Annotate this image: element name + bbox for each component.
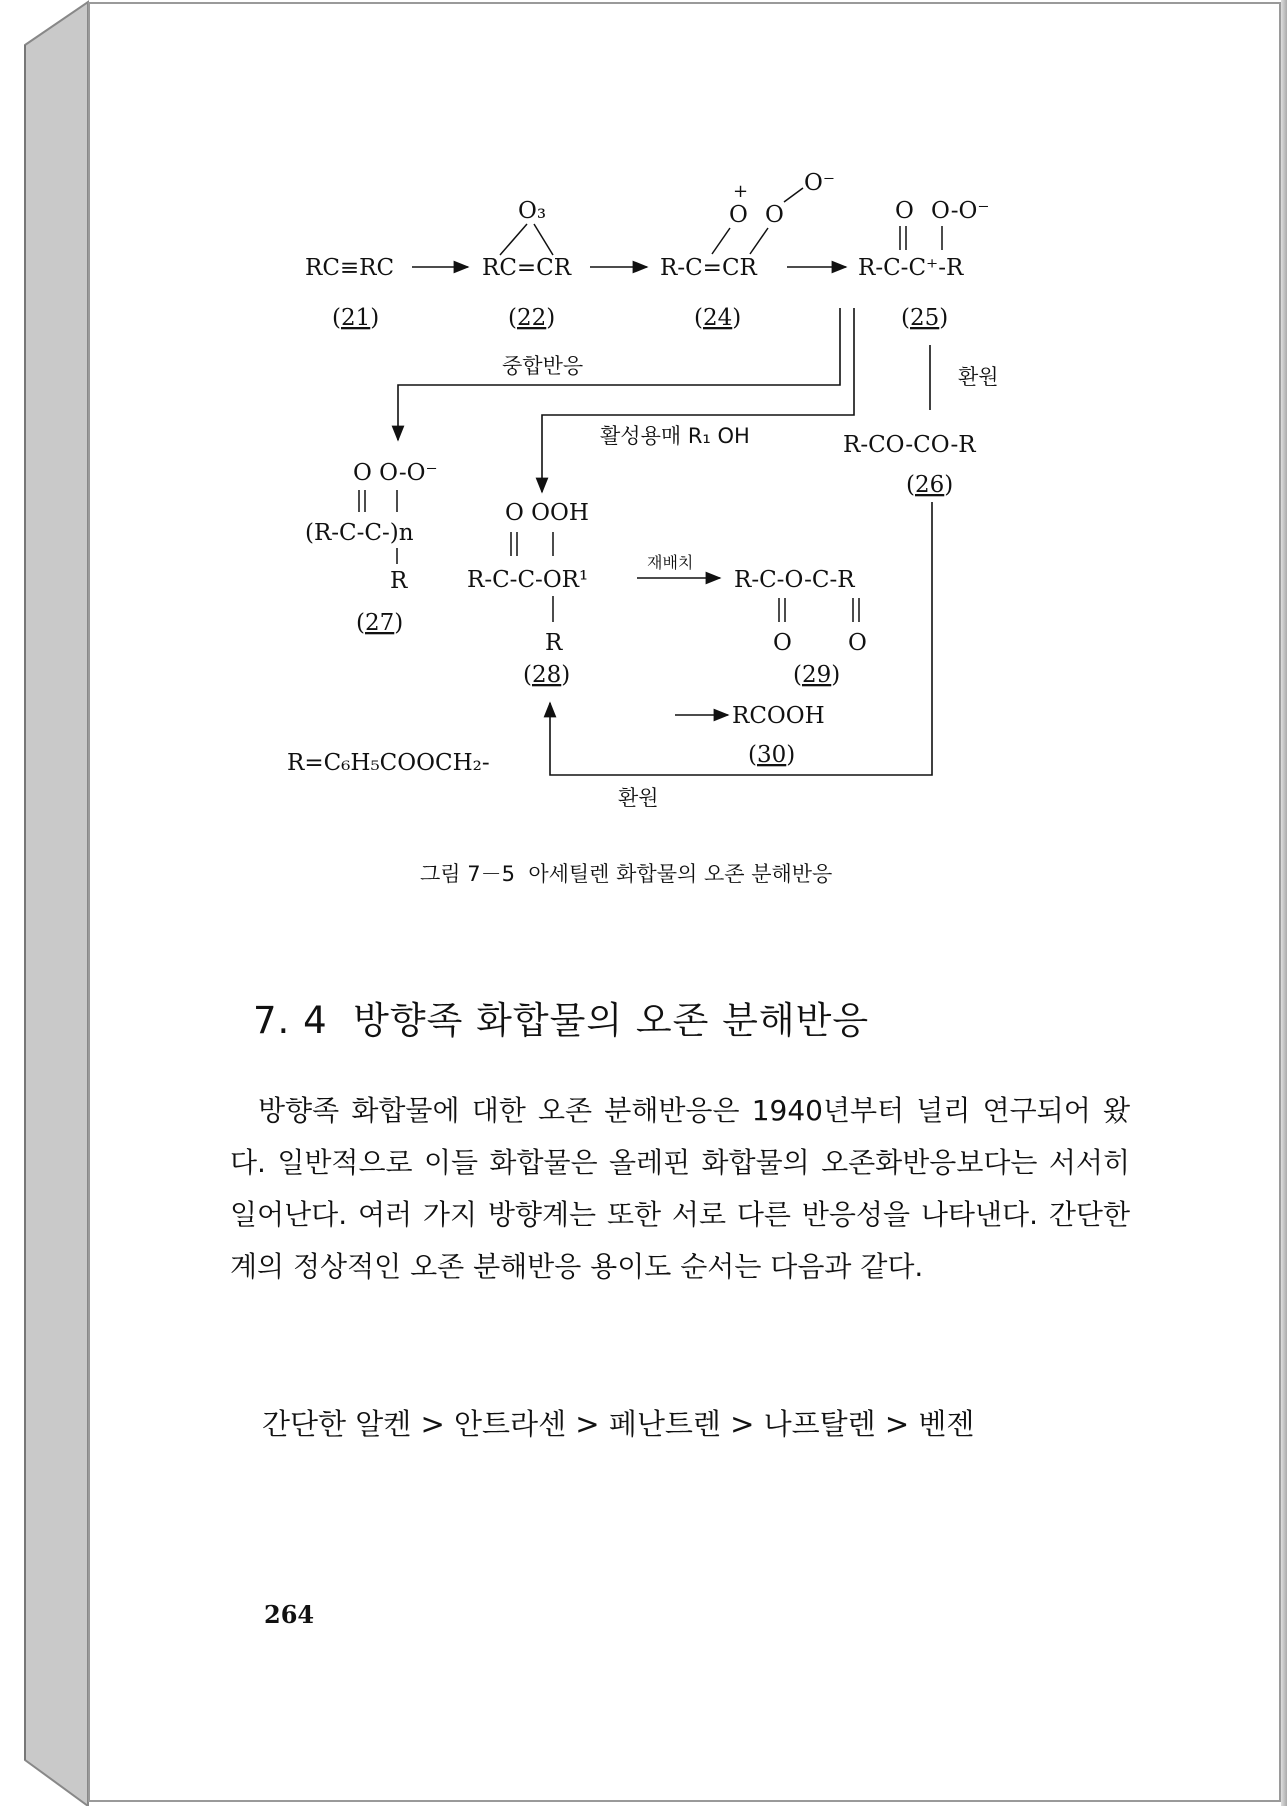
page-number: 264	[264, 1600, 315, 1629]
body-paragraph	[230, 1085, 1130, 1293]
label-reduction-bottom: 환원	[618, 786, 659, 810]
compound-21-label: (21)	[332, 305, 380, 331]
compound-25-label: (25)	[901, 305, 949, 331]
label-rearrangement: 재배치	[647, 553, 694, 572]
compound-27-label: (27)	[356, 610, 404, 636]
compound-29-o1: O	[773, 630, 792, 656]
compound-28-top: O OOH	[505, 500, 589, 526]
bond-24-right	[750, 228, 768, 254]
compound-21-formula: RC≡RC	[305, 255, 395, 281]
bond-22-right	[534, 224, 553, 255]
compound-22-label: (22)	[508, 305, 556, 331]
compound-22-formula: RC=CR	[482, 255, 572, 281]
compound-24-o2: O	[765, 202, 784, 228]
compound-27-formula: (R-C-C-)n	[305, 520, 414, 546]
body-paragraph-text: 방향족 화합물에 대한 오존 분해반응은 1940년부터 널리 연구되어 왔다. 일반적으로 이들 화합물은 올레핀 화합물의 오존화반응보다는 서서히 일어난다. 여러 가지 방향계는 또한 서로 다른 반응성을 나타낸다. 간단한 계의 정상적인 오존 분해반응 용이도 순서는 다음과 같다.	[230, 1094, 1130, 1283]
compound-24-label: (24)	[694, 305, 742, 331]
compound-22-ozone: O₃	[518, 198, 547, 224]
compound-30-label: (30)	[748, 742, 796, 768]
compound-28-formula: R-C-C-OR¹	[467, 567, 589, 593]
compound-26-formula: R-CO-CO-R	[843, 432, 976, 458]
reaction-diagram	[0, 0, 1287, 840]
compound-25-formula: R-C-C⁺-R	[858, 255, 964, 281]
arrow-reduction-bottom	[550, 502, 932, 775]
arrow-active-solvent	[542, 308, 854, 492]
r-definition: R=C₆H₅COOCH₂-	[287, 750, 490, 776]
compound-27-top: O O-O⁻	[353, 460, 438, 486]
bond-24-o-o	[784, 188, 803, 202]
bond-24-left	[712, 228, 730, 254]
compound-24-formula: R-C=CR	[660, 255, 757, 281]
label-reduction-top: 환원	[958, 365, 999, 389]
compound-29-label: (29)	[793, 662, 841, 688]
compound-27-sub: R	[390, 568, 408, 594]
compound-25-o2: O-O⁻	[931, 198, 990, 224]
compound-26-label: (26)	[906, 472, 954, 498]
compound-24-o1: O	[729, 202, 748, 228]
label-polymerization: 중합반응	[502, 354, 584, 378]
compound-29-formula: R-C-O-C-R	[734, 567, 855, 593]
reactivity-series: 간단한 알켄 > 안트라센 > 페난트렌 > 나프탈렌 > 벤젠	[262, 1407, 975, 1441]
arrow-polymerization	[398, 308, 840, 440]
section-heading: 7. 4 방향족 화합물의 오존 분해반응	[253, 999, 870, 1042]
compound-28-sub: R	[545, 630, 563, 656]
compound-29-o2: O	[848, 630, 867, 656]
compound-25-o1: O	[895, 198, 914, 224]
compound-28-label: (28)	[523, 662, 571, 688]
label-active-solvent: 활성용매 R₁ OH	[600, 424, 750, 448]
compound-24-ominus: O⁻	[804, 170, 835, 196]
compound-24-plus: +	[733, 181, 749, 202]
figure-caption: 그림 7－5 아세틸렌 화합물의 오존 분해반응	[420, 862, 833, 886]
bond-22-left	[500, 224, 527, 255]
compound-30-formula: RCOOH	[732, 703, 825, 729]
